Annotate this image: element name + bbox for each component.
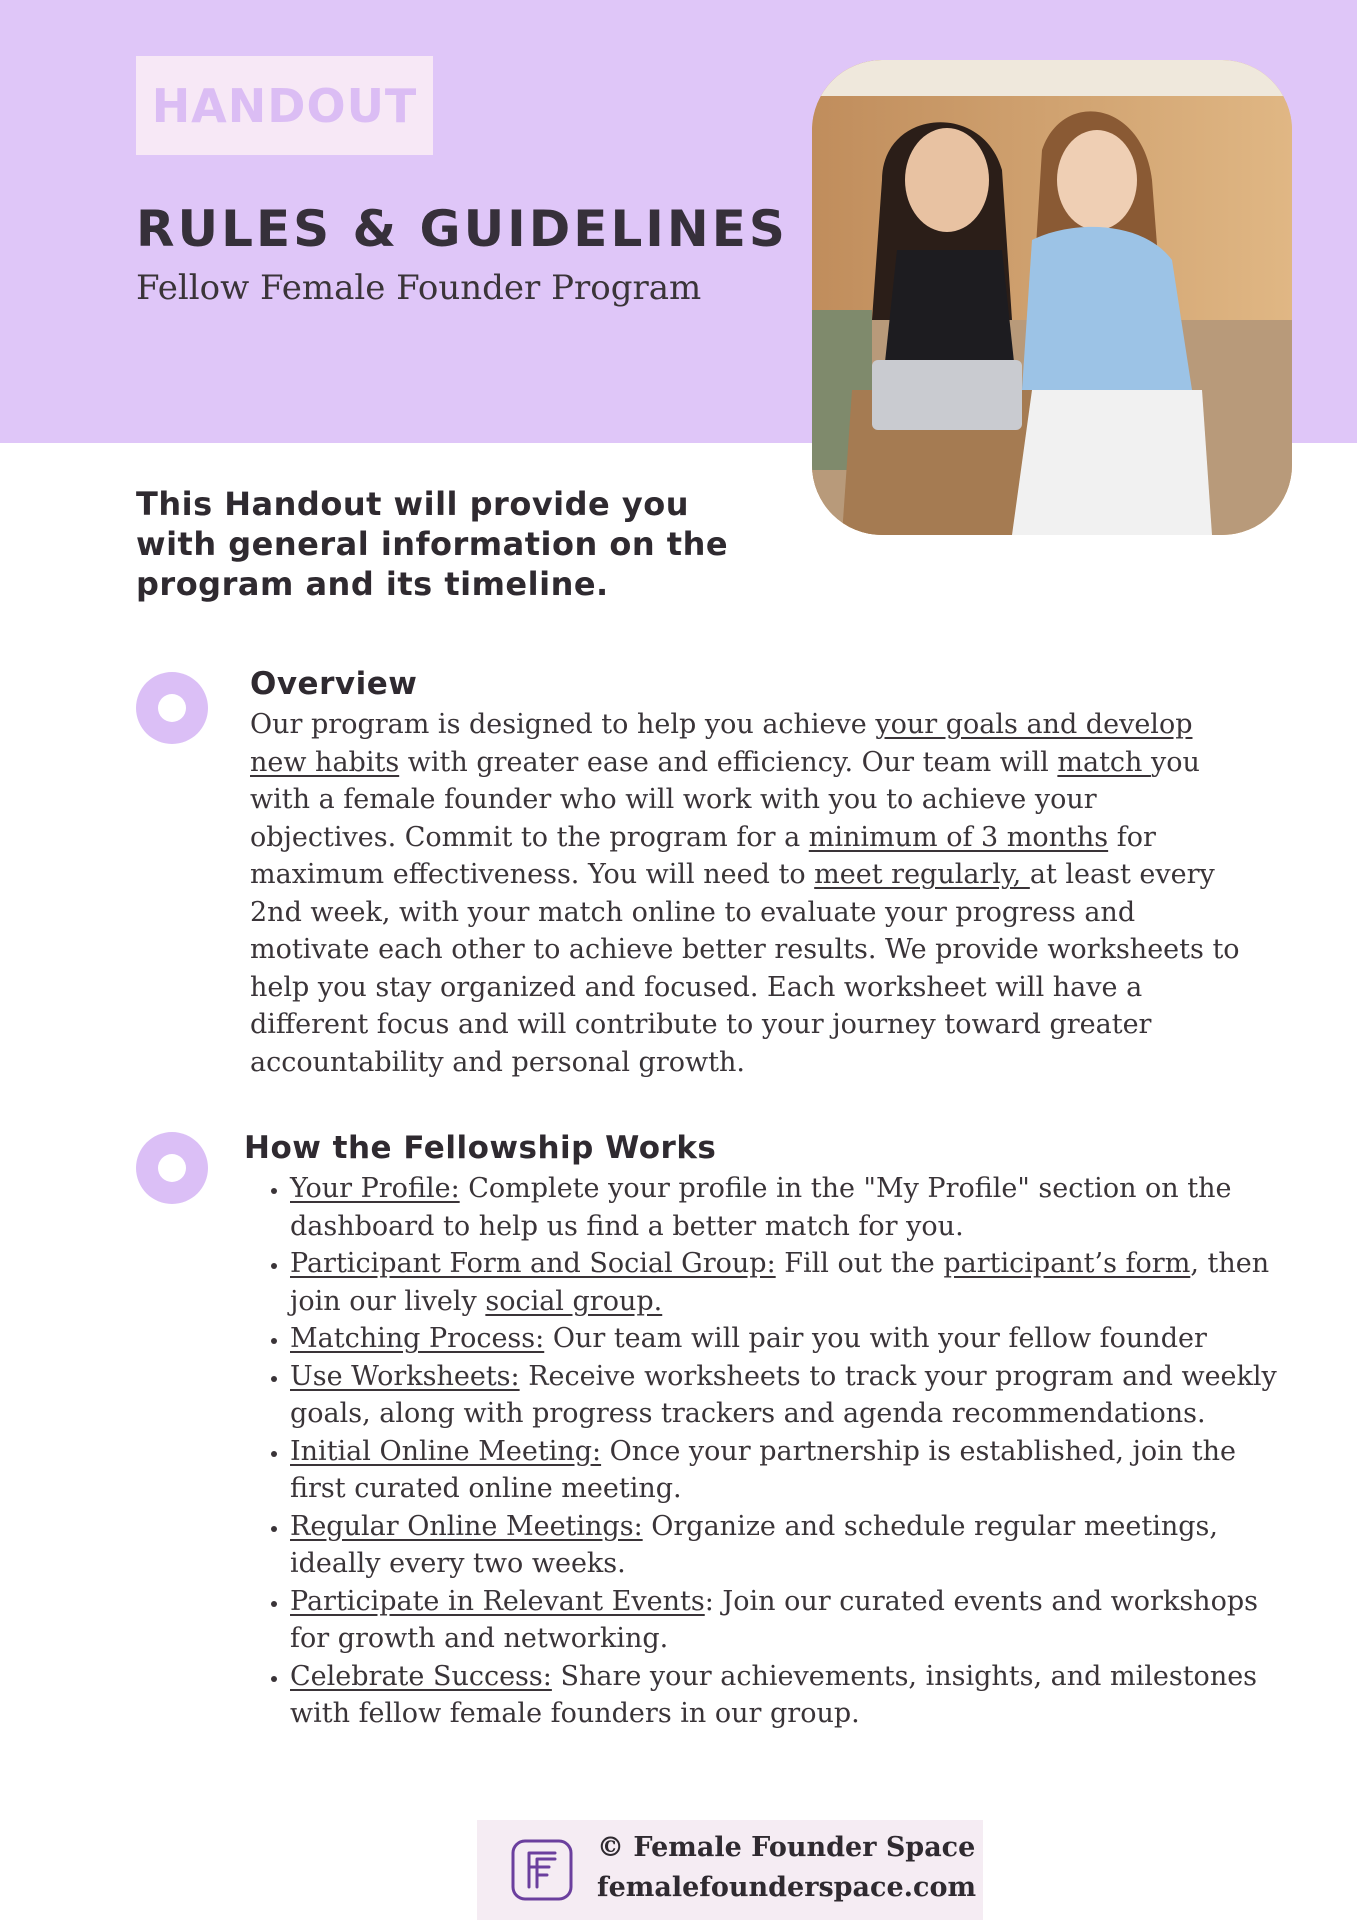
page-title: RULES & GUIDELINES [136,200,788,258]
body-text-segment: Once your partnership is established, join the first curated online meeting. [290,1435,1236,1504]
fellowship-ring-icon [136,1132,208,1204]
page-subtitle: Fellow Female Founder Program [136,268,702,308]
body-text-segment: , then join our lively [290,1248,1270,1317]
fellowship-heading: How the Fellowship Works [244,1130,717,1166]
underlined-link-text[interactable]: Participant Form and Social Group: [290,1248,776,1279]
fellowship-step-item [290,1583,1290,1658]
body-text-segment: with greater ease and efficiency. Our team will [399,746,1058,778]
footer-copyright: © Female Founder Space [597,1832,976,1863]
body-text-segment: Organize and schedule regular meetings, ideally every two weeks. [290,1510,1218,1579]
underlined-link-text[interactable]: meet regularly, [814,859,1030,890]
underlined-link-text[interactable]: Participate in Relevant Events [290,1585,705,1617]
body-text-segment: Our team will pair you with your fellow founder [544,1323,1207,1354]
body-text-segment: : Join our curated events and workshops for growth and networking. [290,1585,1258,1654]
body-text-segment: Complete your profile in the "My Profile" section on the dashboard to help us find a better match for you. [290,1173,1232,1242]
fellowship-steps-list [244,1170,1290,1733]
fellowship-step-item [290,1658,1290,1733]
underlined-link-text[interactable]: Your Profile: [290,1173,460,1204]
overview-ring-icon [136,672,208,744]
underlined-link-text[interactable]: match [1057,746,1152,778]
underlined-link-text[interactable]: Celebrate Success: [290,1660,552,1692]
fellowship-step-item [290,1320,1290,1358]
footer-credit [477,1820,983,1920]
overview-body [250,706,1250,1081]
underlined-link-text[interactable]: Initial Online Meeting: [290,1435,602,1467]
fellowship-step-item [290,1433,1290,1508]
underlined-link-text[interactable]: Regular Online Meetings: [290,1510,643,1542]
photo-two-women-illustration [812,60,1292,535]
handout-badge [136,56,433,155]
underlined-link-text[interactable]: social group. [485,1285,663,1317]
body-text-segment: Share your achievements, insights, and milestones with fellow female founders in our group. [290,1660,1258,1729]
underlined-link-text[interactable]: Matching Process: [290,1323,545,1354]
body-text-segment: you with a female founder who will work with you to achieve your objectives. Commit to the program for a [250,746,1200,853]
fellowship-step-item [290,1245,1290,1320]
handout-badge-label: HANDOUT [151,78,418,133]
underlined-link-text[interactable]: participant’s form [943,1248,1191,1279]
overview-heading: Overview [250,666,418,702]
underlined-link-text[interactable]: Use Worksheets: [290,1360,520,1392]
fellowship-step-item [290,1358,1290,1433]
intro-text: This Handout will provide you with general information on the program and its timeline. [136,485,729,603]
body-text-segment: Fill out the [775,1248,944,1279]
fellowship-step-item [290,1170,1290,1245]
body-text-segment: Receive worksheets to track your program and weekly goals, along with progress trackers and agenda recommendations. [290,1360,1277,1429]
female-founder-space-logo-icon [511,1839,573,1901]
body-text-segment: at least every 2nd week, with your match online to evaluate your progress and motivate each other to achieve better results. We provide worksheets to help you stay organized and focused. Each worksheet will have a different focus and will contribute to your journey toward greater accountability and personal growth. [250,859,1240,1078]
underlined-link-text[interactable]: your goals and develop new habits [250,709,1193,778]
fellowship-step-item [290,1508,1290,1583]
header-photo [812,60,1292,535]
footer-website-link[interactable]: femalefounderspace.com [597,1872,977,1903]
body-text-segment: Our program is designed to help you achieve [250,709,876,740]
body-text-segment: for maximum effectiveness. You will need to [250,821,1156,890]
underlined-link-text[interactable]: minimum of 3 months [808,821,1109,853]
